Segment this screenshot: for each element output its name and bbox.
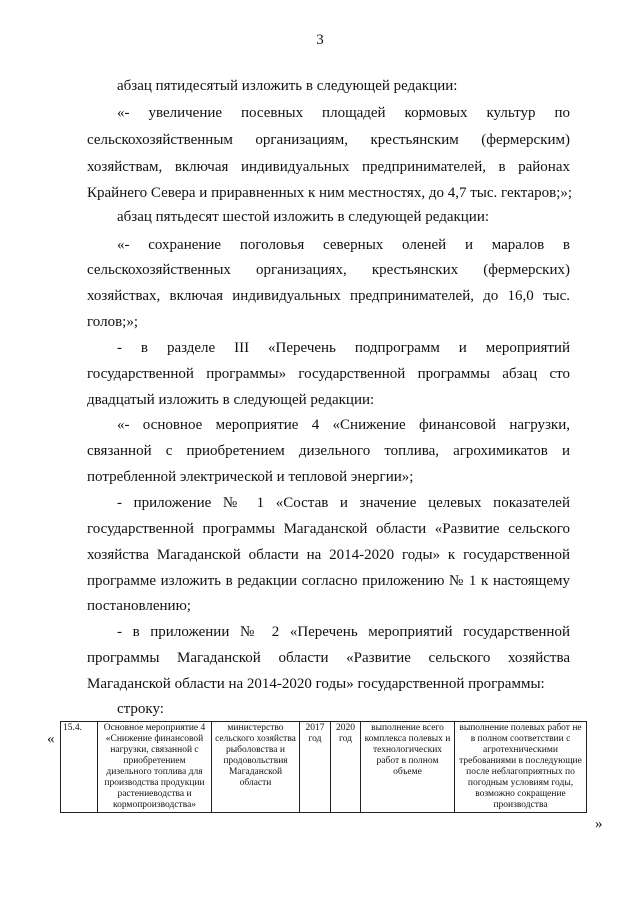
paragraph-line: - в разделе III «Перечень подпрограмм и мероприятий — [117, 340, 570, 356]
paragraph-line: программе изложить в редакции согласно приложению № 1 к настоящему — [87, 573, 570, 589]
cell-measure-name: Основное мероприятие 4 «Снижение финансовой нагрузки, связанной с приобретением дизельного топлива для производства продукции растениеводства и кормопроизводства» — [98, 722, 212, 813]
paragraph-line: сельскохозяйственных организациях, крестьянских (фермерских) — [87, 262, 570, 278]
paragraph-line: хозяйствам, включая индивидуальных предпринимателей, в районах — [87, 159, 570, 175]
paragraph-line: - приложение № 1 «Состав и значение целевых показателей — [117, 495, 570, 511]
paragraph-line: программы Магаданской области «Развитие сельского хозяйства — [87, 650, 570, 666]
table-row — [61, 722, 587, 813]
paragraph-line: хозяйства Магаданской области на 2014-2020 годы» к государственной — [87, 547, 570, 563]
cell-expected-result: выполнение всего комплекса полевых и технологических работ в полном объеме — [361, 722, 455, 813]
paragraph-line: абзац пятидесятый изложить в следующей редакции: — [117, 78, 458, 94]
paragraph-line: «- основное мероприятие 4 «Снижение финансовой нагрузки, — [117, 417, 570, 433]
cell-consequences: выполнение полевых работ не в полном соответствии с агротехническими требованиями в последующие после неблагоприятных по погодным условиям годы, возможно сокращение производства — [455, 722, 587, 813]
paragraph-line: голов;»; — [87, 314, 138, 330]
cell-start-year: 2017 год — [300, 722, 331, 813]
paragraph-line: строку: — [117, 701, 164, 717]
paragraph-line: Магаданской области на 2014-2020 годы» государственной программы: — [87, 676, 545, 692]
paragraph-line: «- сохранение поголовья северных оленей и маралов в — [117, 237, 570, 253]
closing-quote: » — [595, 816, 603, 832]
opening-quote: « — [47, 731, 55, 747]
paragraph-line: двадцатый изложить в следующей редакции: — [87, 392, 375, 408]
paragraph-line: абзац пятьдесят шестой изложить в следующей редакции: — [117, 209, 490, 225]
page-number: 3 — [316, 32, 324, 48]
paragraph-line: «- увеличение посевных площадей кормовых культур по — [117, 105, 570, 121]
cell-executor: министерство сельского хозяйства рыболовства и продовольствия Магаданской области — [212, 722, 300, 813]
measures-table — [60, 721, 587, 813]
paragraph-line: государственной программы» государственной программы абзац сто — [87, 366, 570, 382]
paragraph-line: потребленной электрической и тепловой энергии»; — [87, 469, 414, 485]
cell-number: 15.4. — [61, 722, 98, 813]
paragraph-line: Крайнего Севера и приравненных к ним местностях, до 4,7 тыс. гектаров;»; — [87, 185, 573, 201]
paragraph-line: - в приложении № 2 «Перечень мероприятий государственной — [117, 624, 570, 640]
cell-end-year: 2020 год — [331, 722, 361, 813]
paragraph-line: связанной с приобретением дизельного топлива, агрохимикатов и — [87, 443, 570, 459]
paragraph-line: государственной программы Магаданской области «Развитие сельского — [87, 521, 570, 537]
paragraph-line: постановлению; — [87, 598, 191, 614]
paragraph-line: сельскохозяйственным организациям, крестьянским (фермерским) — [87, 132, 570, 148]
paragraph-line: хозяйствах, включая индивидуальных предпринимателей, до 16,0 тыс. — [87, 288, 570, 304]
